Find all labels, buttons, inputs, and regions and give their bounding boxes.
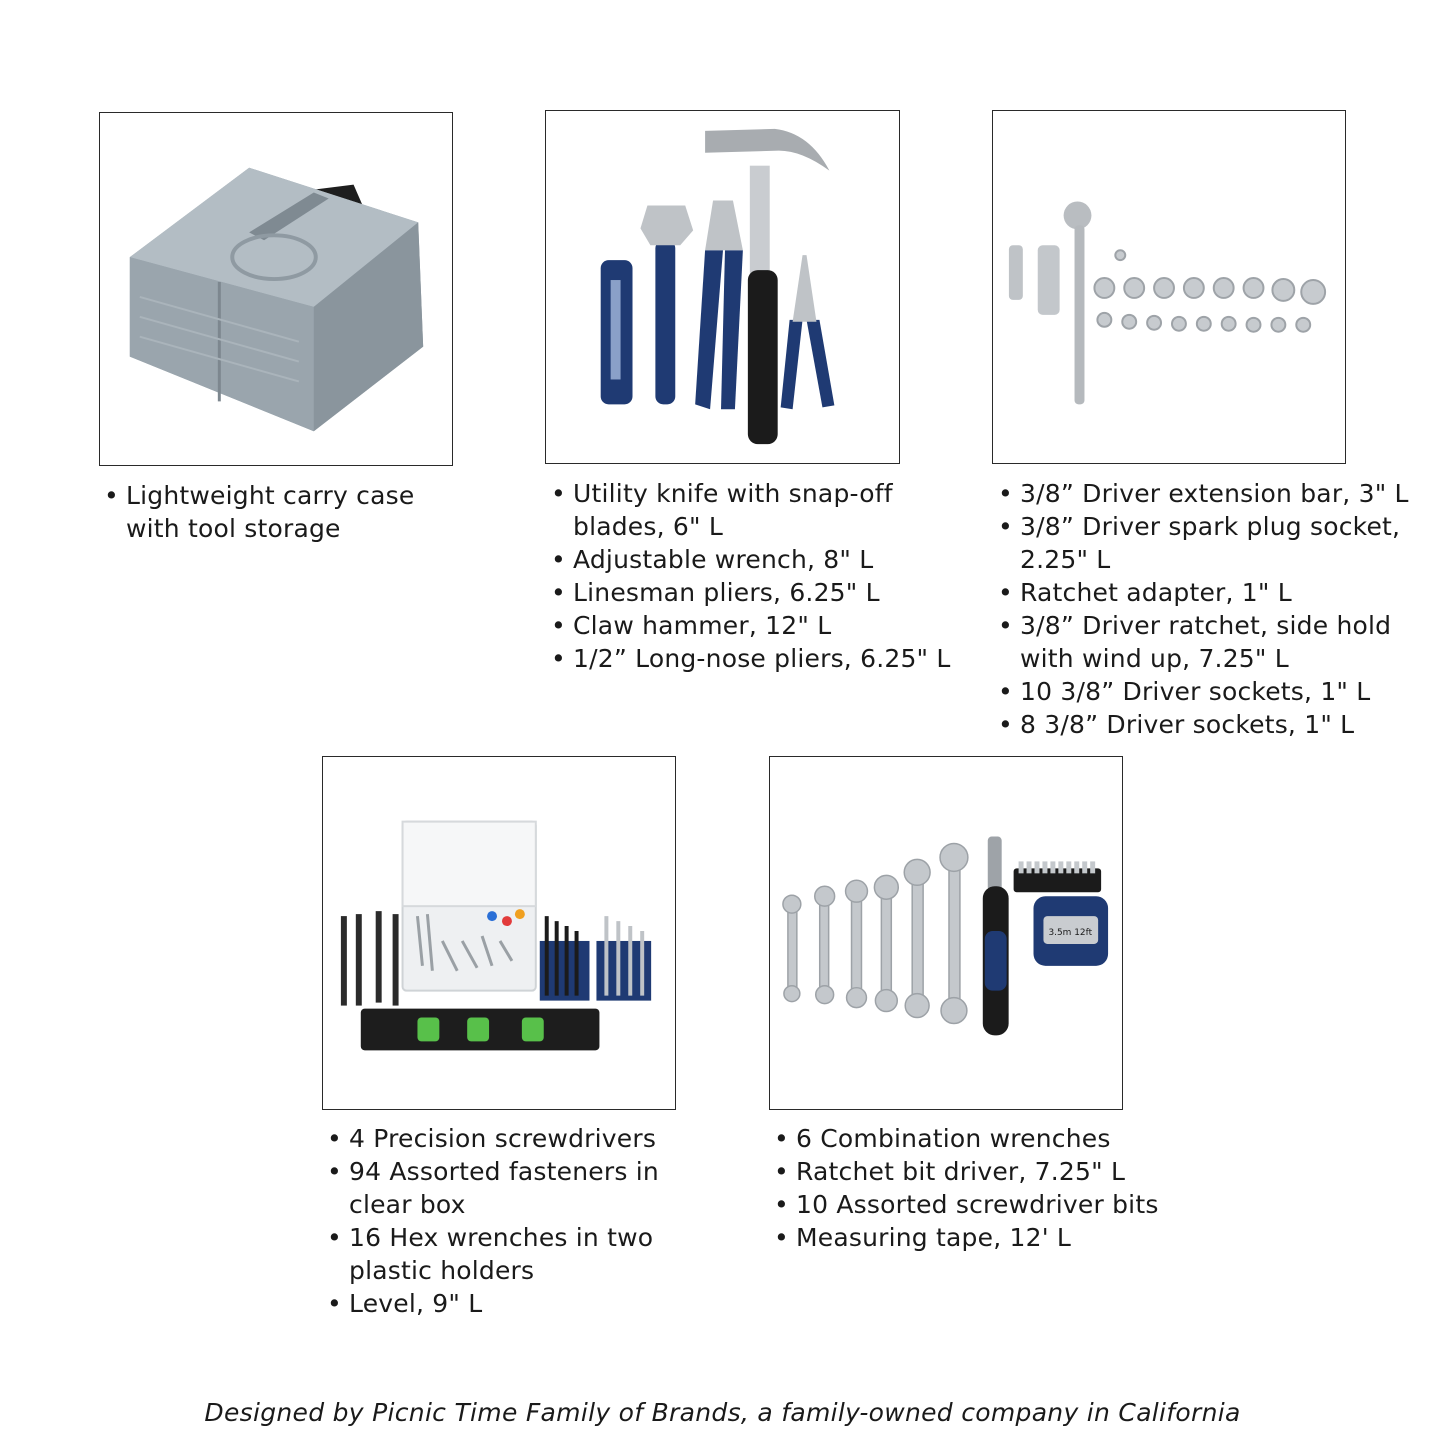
hand-tools-photo (545, 110, 900, 464)
list-item: • 3/8” Driver spark plug socket, 2.25" L (996, 510, 1416, 576)
wrench-set-list (772, 1122, 1192, 1254)
hand-tools-illustration (546, 111, 899, 463)
list-item: • 3/8” Driver extension bar, 3" L (996, 477, 1416, 510)
list-item: • Level, 9" L (325, 1287, 685, 1320)
list-item: • Utility knife with snap-off blades, 6" L (549, 477, 969, 543)
socket-set-illustration (993, 111, 1345, 463)
list-item: • 3/8” Driver ratchet, side hold with wind up, 7.25" L (996, 609, 1416, 675)
list-item: • Adjustable wrench, 8" L (549, 543, 969, 576)
carry-case-photo (99, 112, 453, 466)
list-item: • Ratchet bit driver, 7.25" L (772, 1155, 1192, 1188)
footer-credit: Designed by Picnic Time Family of Brands, a family-owned company in California (204, 1398, 1241, 1427)
tape-label: 3.5m 12ft (1048, 927, 1093, 938)
list-item: • 4 Precision screwdrivers (325, 1122, 685, 1155)
list-item: • Claw hammer, 12" L (549, 609, 969, 642)
list-item: • 10 3/8” Driver sockets, 1" L (996, 675, 1416, 708)
list-item: • 6 Combination wrenches (772, 1122, 1192, 1155)
socket-set-photo (992, 110, 1346, 464)
list-item: • Lightweight carry case with tool storage (102, 479, 462, 545)
list-item: • Ratchet adapter, 1" L (996, 576, 1416, 609)
fasteners-list (325, 1122, 685, 1320)
wrench-set-photo (769, 756, 1123, 1110)
list-item: • Measuring tape, 12' L (772, 1221, 1192, 1254)
wrench-set-illustration (770, 757, 1122, 1109)
socket-set-list (996, 477, 1416, 741)
list-item: • 8 3/8” Driver sockets, 1" L (996, 708, 1416, 741)
carry-case-illustration (100, 113, 452, 465)
list-item: • 10 Assorted screwdriver bits (772, 1188, 1192, 1221)
fasteners-photo (322, 756, 676, 1110)
fasteners-illustration (323, 757, 675, 1109)
list-item: • 1/2” Long-nose pliers, 6.25" L (549, 642, 969, 675)
list-item: • 16 Hex wrenches in two plastic holders (325, 1221, 685, 1287)
list-item: • 94 Assorted fasteners in clear box (325, 1155, 685, 1221)
hand-tools-list (549, 477, 969, 675)
list-item: • Linesman pliers, 6.25" L (549, 576, 969, 609)
carry-case-list (102, 479, 462, 545)
